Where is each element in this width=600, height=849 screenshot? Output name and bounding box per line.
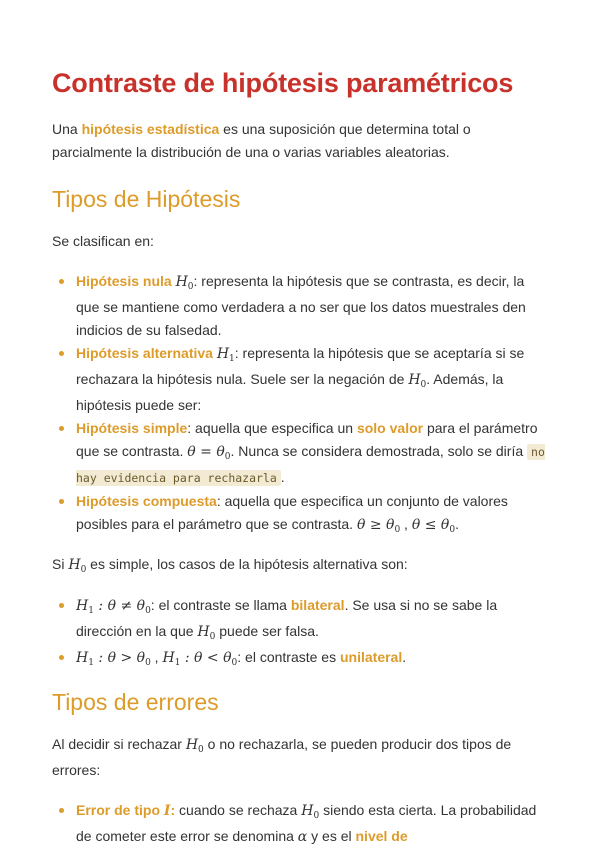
math-subscript: 1	[229, 354, 235, 364]
alternative-cases-list	[52, 594, 548, 672]
item-text: y es el	[307, 828, 356, 844]
item-text: .	[280, 469, 285, 485]
math-separator: ,	[150, 649, 163, 665]
item-text: : aquella que especifica un conjunto de valores posibles para el parámetro que se contrasta.	[76, 493, 508, 532]
math-h0	[301, 803, 319, 819]
math-alpha: α	[297, 829, 308, 845]
term-hipotesis-simple: Hipótesis simple	[76, 420, 188, 436]
math-subscript: 0	[145, 658, 151, 668]
math-h1-lt	[162, 650, 237, 666]
math-expr: θ ≥ θ	[356, 517, 395, 533]
math-symbol: H	[216, 346, 230, 362]
math-h1-neq	[76, 598, 151, 614]
item-text: : representa la hipótesis que se aceptaría si se rechazara la hipótesis nula. Suele ser la negación de	[76, 345, 525, 387]
term-bilateral: bilateral	[290, 597, 345, 613]
term-hipotesis-alternativa: Hipótesis alternativa	[76, 345, 213, 361]
math-symbol: H	[76, 650, 89, 666]
item-text: : el contraste es	[237, 649, 340, 665]
math-symbol: H	[68, 557, 81, 573]
errors-lead-paragraph	[52, 733, 548, 782]
item-text: .	[455, 516, 459, 532]
math-subscript: 0	[209, 632, 216, 642]
item-text: : el contraste se llama	[150, 597, 291, 613]
term-hipotesis-estadistica: hipótesis estadística	[81, 121, 220, 137]
hypothesis-types-list	[52, 270, 548, 539]
error-types-list	[52, 799, 548, 849]
math-expr: : θ < θ	[180, 650, 232, 666]
math-theta-geq	[357, 517, 400, 533]
math-subscript: 0	[231, 658, 238, 668]
term-colon: :	[170, 802, 176, 818]
math-h0	[176, 274, 194, 290]
math-h0	[408, 372, 426, 388]
math-subscript: 0	[80, 565, 87, 575]
section-heading-tipos-hipotesis: Tipos de Hipótesis	[52, 186, 241, 212]
math-subscript: 0	[420, 380, 427, 390]
list-item-unilateral	[52, 646, 548, 672]
inline-code: no hay evidencia para rechazarla	[76, 445, 545, 485]
list-item-hipotesis-alternativa	[52, 342, 548, 417]
item-text: .	[402, 649, 407, 665]
page-title: Contraste de hipótesis paramétricos	[52, 68, 514, 98]
math-subscript: 1	[88, 606, 94, 616]
math-symbol: H	[185, 737, 199, 753]
math-symbol: H	[76, 598, 89, 614]
math-theta-eq	[187, 444, 230, 460]
section-lead: Se clasifican en:	[52, 233, 154, 249]
math-h0	[186, 737, 204, 753]
list-item-hipotesis-nula	[52, 270, 548, 342]
note-text: Si	[52, 556, 69, 572]
math-subscript: 1	[88, 658, 94, 668]
math-symbol: H	[301, 803, 314, 819]
item-text: . Además, la hipótesis puede ser:	[76, 371, 504, 413]
lead-text: o no rechazarla, se pueden producir dos tipos de errores:	[52, 736, 512, 778]
item-text: puede ser falsa.	[215, 623, 319, 639]
math-subscript: 0	[449, 525, 456, 535]
math-h0	[68, 557, 86, 573]
list-item-hipotesis-compuesta	[52, 490, 548, 539]
math-symbol: H	[197, 624, 210, 640]
term-unilateral: unilateral	[339, 649, 403, 665]
term-error-tipo-i	[76, 802, 175, 818]
item-text: . Se usa si no se sabe la dirección en la que	[76, 597, 498, 639]
math-subscript: 1	[174, 658, 181, 668]
math-symbol: H	[408, 372, 421, 388]
math-subscript: 0	[198, 745, 204, 755]
lead-text: Al decidir si rechazar	[52, 736, 186, 752]
simple-note-paragraph	[52, 553, 548, 579]
math-expr: θ = θ	[187, 444, 225, 460]
item-text: : representa la hipótesis que se contrasta, es decir, la que se mantiene como verdadera a no ser que los datos muestrales den indicios de su falsedad.	[76, 273, 526, 338]
intro-text-pre: Una	[52, 121, 82, 137]
math-subscript: 0	[394, 525, 401, 535]
term-nivel-de: nivel de	[355, 828, 408, 844]
term-text: Error de tipo	[76, 802, 164, 818]
term-solo-valor: solo valor	[356, 420, 424, 436]
math-h0	[197, 624, 215, 640]
item-text: : aquella que especifica un	[187, 420, 357, 436]
math-expr: θ ≤ θ	[411, 517, 450, 533]
math-symbol: H	[162, 650, 175, 666]
section-heading-tipos-errores: Tipos de errores	[52, 689, 219, 715]
term-hipotesis-compuesta: Hipótesis compuesta	[76, 493, 217, 509]
math-separator: ,	[400, 516, 412, 532]
list-item-hipotesis-simple	[52, 417, 548, 490]
item-text: cuando se rechaza	[175, 802, 302, 818]
intro-paragraph	[52, 118, 548, 164]
item-text: siendo esta cierta. La probabilidad de cometer este error se denomina	[76, 802, 537, 844]
item-text: para el parámetro que se contrasta.	[76, 420, 538, 459]
math-subscript: 0	[187, 282, 194, 292]
intro-text-post: es una suposición que determina total o parcialmente la distribución de una o varias variables aleatorias.	[52, 121, 471, 160]
term-hipotesis-nula: Hipótesis nula	[76, 273, 172, 289]
note-text: es simple, los casos de la hipótesis alternativa son:	[86, 556, 408, 572]
list-item-error-tipo-i	[52, 799, 548, 849]
math-subscript: 0	[313, 811, 320, 821]
math-h1	[217, 346, 235, 362]
math-h1-gt	[76, 650, 151, 666]
math-expr: : θ ≠ θ	[93, 598, 146, 614]
list-item-bilateral	[52, 594, 548, 646]
math-expr: : θ > θ	[93, 650, 146, 666]
item-text: . Nunca se considera demostrada, solo se diría	[230, 443, 528, 459]
math-subscript: 0	[145, 606, 151, 616]
math-roman-i: I	[163, 803, 171, 819]
math-symbol: H	[175, 274, 188, 290]
math-theta-leq	[412, 517, 455, 533]
math-subscript: 0	[224, 452, 231, 462]
